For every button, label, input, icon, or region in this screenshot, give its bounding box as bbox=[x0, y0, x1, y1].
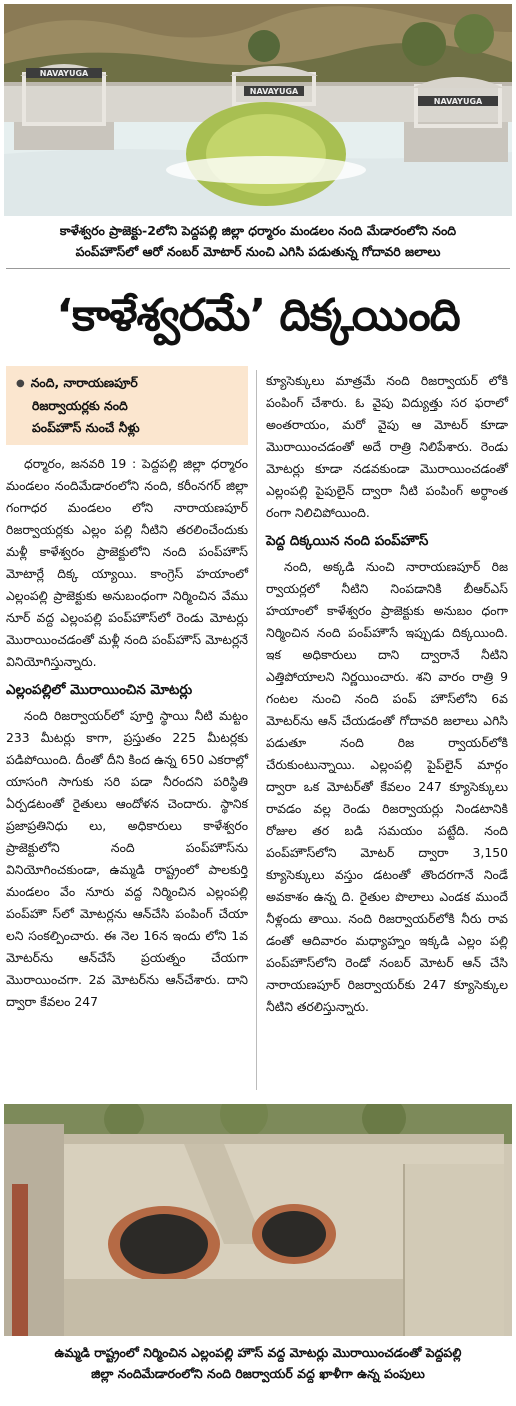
caption-line: పంప్‌హౌస్‌లో ఆరో నంబర్ మోటార్ నుంచి ఎగిసి పడుతున్న గోదావరి జలాలు bbox=[75, 244, 441, 259]
column-divider bbox=[256, 370, 257, 1090]
subheading: పెద్ద దిక్కయిన నంది పంప్‌హౌస్ bbox=[266, 533, 429, 549]
highlight-line: పంప్‌హౌస్ నుంచే నీళ్లు bbox=[32, 419, 140, 435]
top-photo-caption bbox=[6, 220, 510, 262]
top-photo bbox=[4, 4, 512, 216]
empty-pumps-photo bbox=[4, 1104, 512, 1336]
bottom-photo bbox=[4, 1104, 512, 1336]
sign-right: NAVAYUGA bbox=[433, 97, 483, 106]
highlight-line: రిజర్వాయర్లకు నంది bbox=[32, 397, 128, 413]
bullet-icon: ● bbox=[16, 377, 25, 389]
headline: ‘కాళేశ్వరమే’ దిక్కయింది bbox=[56, 290, 460, 341]
paragraph: ధర్మారం, జనవరి 19 : పెద్దపల్లి జిల్లా ధర్మారం మండలం నందిమేడారంలోని నంది, కరీంనగర్ జిల్లా గంగాధర మండలం లోని నారాయణపూర్ రిజర్వాయర్లకు ఎల్లం పల్లి నీటిని తరలించేందుకు మళ్లీ కాళేశ్వరం ప్రాజెక్టులోని నంది పంప్‌హౌస్ మోటార్లే దిక్క య్యాయి. కాంగ్రెస్ హయాంలో ఎల్లంపల్లి ప్రాజెక్టుకు అనుబంధంగా నిర్మించిన వేము నూర్ వద్ద ఎల్లంపల్లి పంప్‌హౌస్‌లో రెండు మోటర్లు మొరాయించడంతో మళ్లీ నంది పంప్‌హౌస్ మోటర్లనే వినియోగిస్తున్నారు. bbox=[6, 455, 248, 669]
paragraph: నంది, అక్కడి నుంచి నారాయణపూర్ రిజ ర్వాయర్లలో నీటిని నింపడానికి బీఆర్‌ఎస్ హయాంలో కాళేశ్వరం ప్రాజెక్టుకు అనుబం ధంగా నిర్మించిన నంది పంప్‌హౌసే ఇప్పుడు దిక్కయింది. ఇక అధికారులు దాని ద్వారానే నీటిని ఎత్తిపోయాలని నిర్ణయించారు. శని వారం రాత్రి 9 గంటల నుంచి నంది పంప్ హౌస్‌లోని 6వ మోటర్‌ను ఆన్ చేయడంతో గోదావరి జలాలు ఎగిసి పడుతూ నంది రిజ ర్వాయర్‌లోకి చేరుకుంటున్నాయి. ఎల్లంపల్లి పైప్‌లైన్ మార్గం ద్వారా ఒక మోటర్‌తో కేవలం 247 క్యూసెక్కులు రావడం వల్ల రెండు రిజర్వాయర్లు నిండటానికి రోజుల తర బడి సమయం పట్టేది. నంది పంప్‌హౌస్‌లోని మోటర్ ద్వారా 3,150 క్యూసెక్కులు వస్తుం డటంతో తొందరగానే నిండే అవకాశం ఉన్న ది. రైతుల పొలాలు ఎండక ముందే నీళ్లందు తాయి. నంది రిజర్వాయర్‌లోకి నీరు రావ డంతో ఆదివారం మధ్యాహ్నం ఇక్కడి ఎల్లం పల్లి పంప్‌హౌస్‌లోని రెండో నంబర్ మోటర్ ఆన్ చేసి నారాయణపూర్ రిజర్వాయర్‌కు 247 క్యూసెక్కుల నీటిని తరలిస్తున్నారు. bbox=[266, 559, 508, 1014]
pumphouse-photo bbox=[4, 4, 512, 216]
left-column bbox=[6, 366, 248, 1017]
caption-line: జిల్లా నందిమేడారంలోని నంది రిజర్వాయర్ వద్ద ఖాళీగా ఉన్న పంపులు bbox=[91, 1366, 425, 1381]
highlight-box bbox=[6, 366, 248, 445]
caption-line: కాళేశ్వరం ప్రాజెక్టు-2లోని పెద్దపల్లి జిల్లా ధర్మారం మండలం నంది మేడారంలోని నంది bbox=[59, 223, 457, 238]
sign-left: NAVAYUGA bbox=[39, 69, 89, 78]
bottom-photo-caption bbox=[6, 1342, 510, 1384]
divider bbox=[6, 268, 510, 269]
right-column bbox=[266, 370, 508, 1022]
highlight-line: నంది, నారాయణపూర్ bbox=[30, 375, 138, 390]
sign-center: NAVAYUGA bbox=[249, 87, 299, 96]
subheading: ఎల్లంపల్లిలో మొరాయించిన మోటర్లు bbox=[6, 681, 193, 698]
paragraph: నంది రిజర్వాయర్‌లో పూర్తి స్థాయి నీటి మట్టం 233 మీటర్లు కాగా, ప్రస్తుతం 225 మీటర్లకు పడిపోయింది. దీంతో దీని కింద ఉన్న 650 ఎకరాల్లో యాసంగి సాగుకు సరి పడా నీరందని పరిస్థితి ఏర్పడటంతో రైతులు ఆందోళన చెందారు. స్థానిక ప్రజాప్రతినిధు లు, అధికారులు కాళేశ్వరం ప్రాజెక్టులోని నంది పంప్‌హౌస్‌ను వినియోగించకుండా, ఉమ్మడి రాష్ట్రంలో పాలకుర్తి మండలం వేం నూరు వద్ద నిర్మించిన ఎల్లంపల్లి పంప్‌హౌ స్‌లో మోటర్లను ఆన్‌చేసి పంపింగ్ చేయా లని సంకల్పించారు. ఈ నెల 16న ఇందు లోని 1వ మోటర్‌ను ఆన్‌చేసే ప్రయత్నం చేయగా మొరాయించగా. 2వ మోటర్‌ను ఆన్‌చేశారు. దాని ద్వారా కేవలం 247 bbox=[6, 707, 248, 1009]
paragraph: క్యూసెక్కులు మాత్రమే నంది రిజర్వాయర్ లోకి పంపింగ్ చేశారు. ఓ వైపు విద్యుత్తు సర ఫరాలో అంతరాయం, మరో వైపు ఆ మోటర్ కూడా మొరాయించడంతో అదే రాత్రి నిలిపేశారు. రెండు మోటర్లు కూడా నడవకుండా మొరాయించడంతో ఎల్లంపల్లి పైపులైన్ ద్వారా నీటి పంపింగ్ అర్థాంత రంగా నిలిచిపోయింది. bbox=[266, 373, 508, 520]
caption-line: ఉమ్మడి రాష్ట్రంలో నిర్మించిన ఎల్లంపల్లి హౌస్ వద్ద మోటర్లు మొరాయించడంతో పెద్దపల్లి bbox=[54, 1345, 462, 1360]
